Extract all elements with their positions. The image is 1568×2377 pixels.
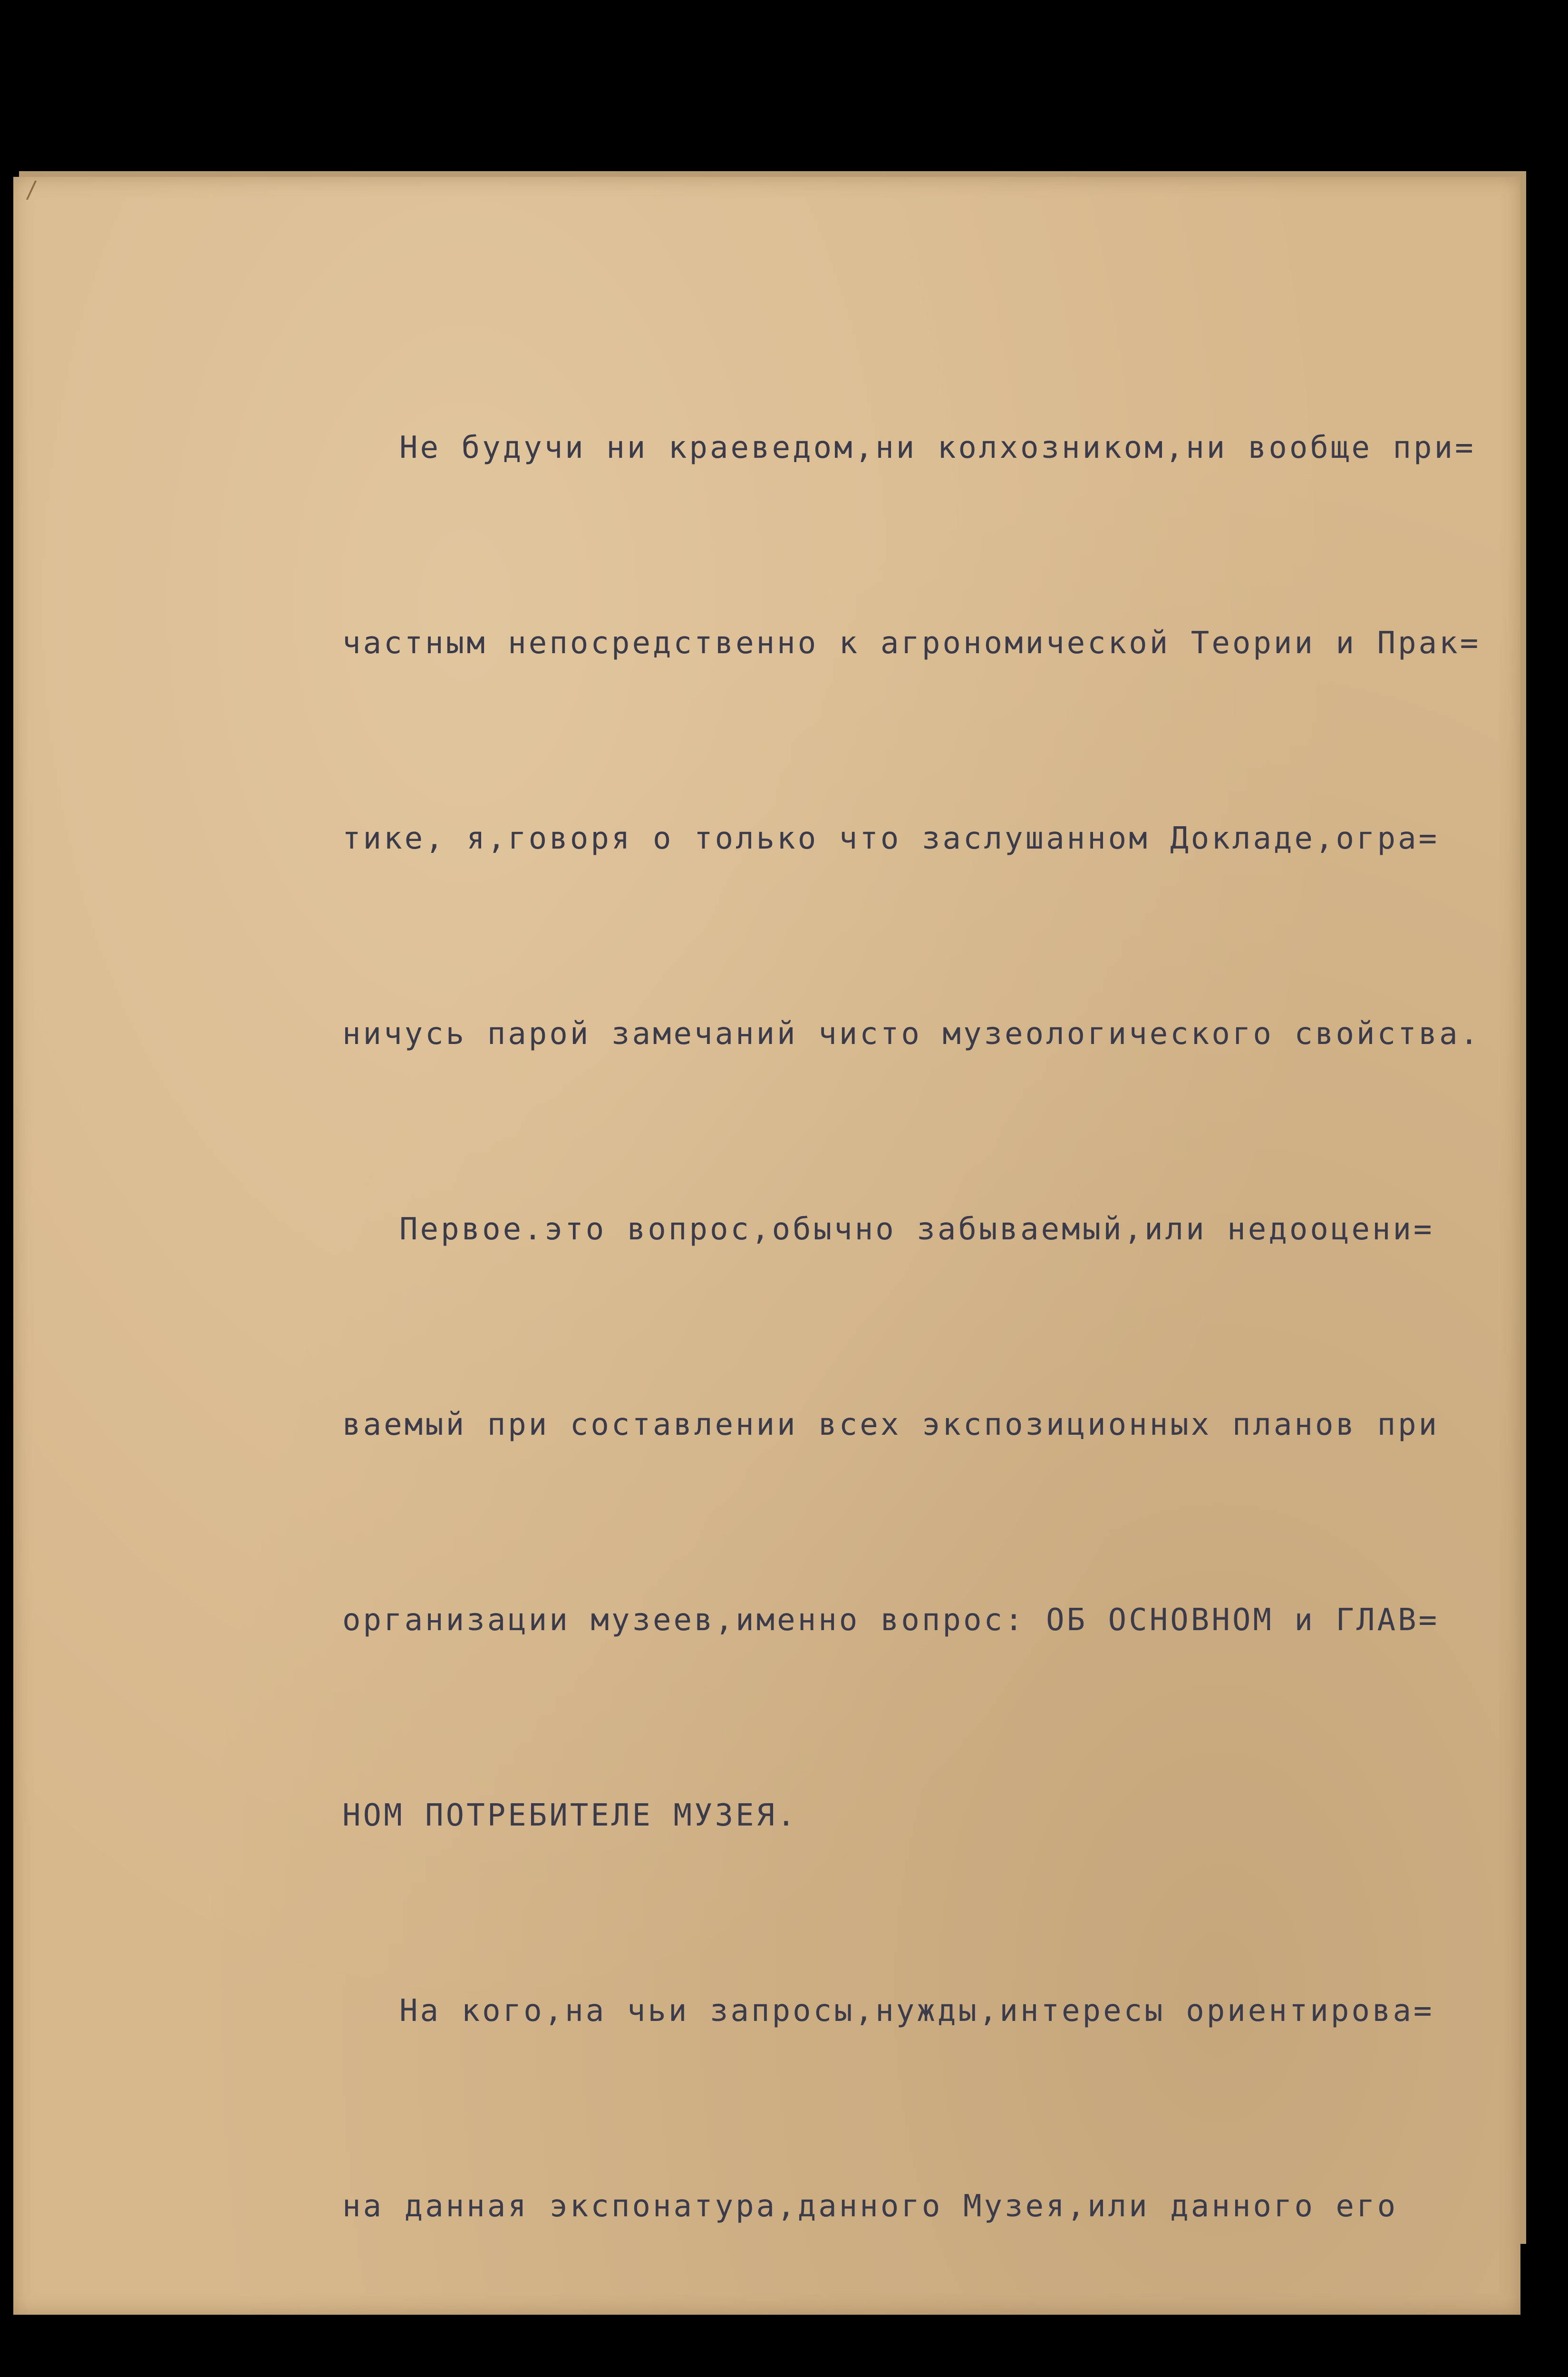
text-line: НОМ ПОТРЕБИТЕЛЕ МУЗЕЯ. — [342, 1798, 798, 1833]
text-line: ничусь парой замечаний чисто музеологического свойства. — [342, 1016, 1481, 1052]
text-line: на данная экспонатура,данного Музея,или данного его — [342, 2189, 1398, 2224]
text-line: частным непосредственно к агрономической Теории и Прак= — [342, 626, 1481, 661]
typed-text-body — [333, 285, 1483, 2377]
text-line: ваемый при составлении всех экспозиционных планов при — [342, 1407, 1440, 1442]
text-line — [342, 2369, 1483, 2377]
text-line: Первое.это вопрос,обычно забываемый,или недооцени= — [399, 1212, 1434, 1247]
text-line: Не будучи ни краеведом,ни колхозником,ни вообще при= — [399, 430, 1476, 465]
text-line: тике, я,говоря о только что заслушанном Докладе,огра= — [342, 821, 1440, 856]
text-line: организации музеев,именно вопрос: ОБ ОСНОВНОМ и ГЛАВ= — [342, 1603, 1440, 1638]
text-line: На кого,на чьи запросы,нужды,интересы ориентирова= — [399, 1993, 1434, 2029]
